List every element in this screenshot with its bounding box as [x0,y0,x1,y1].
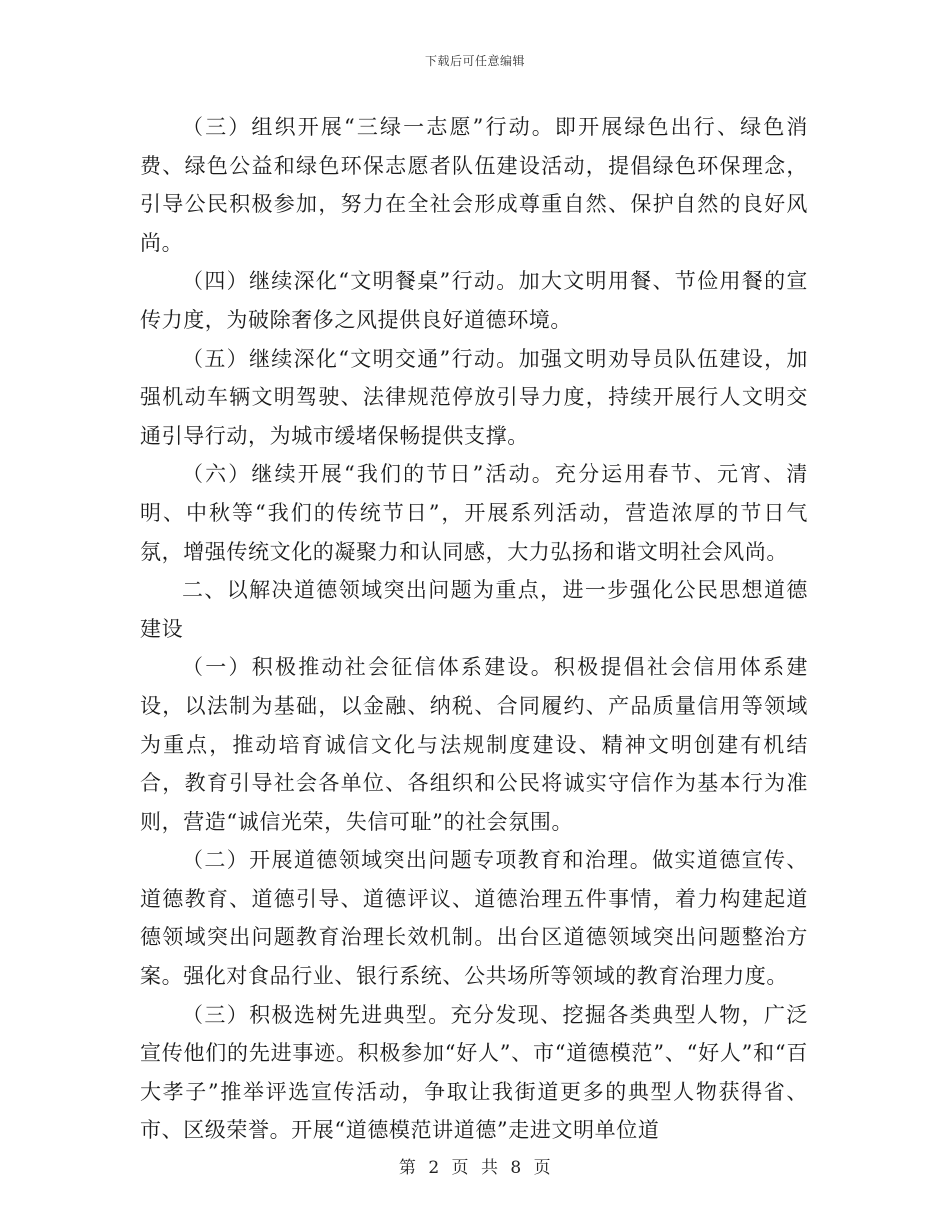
section-heading-moral-issues: 二、以解决道德领域突出问题为重点，进一步强化公民思想道德建设 [140,578,808,641]
footer-prefix: 第 [398,1158,417,1178]
footer-current-page: 2 [428,1158,440,1178]
paragraph-credit-system: （一）积极推动社会征信体系建设。积极提倡社会信用体系建设，以法制为基础，以金融、纳税、合同履约、产品质量信用等领域为重点，推动培育诚信文化与法规制度建设、精神文明创建有机结合，教育引导社会各单位、各组织和公民将诚实守信作为基本行为准则，营造“诚信光荣，失信可耻”的社会氛围。 [140,655,808,834]
paragraph-civilized-traffic: （五）继续深化“文明交通”行动。加强文明劝导员队伍建设，加强机动车辆文明驾驶、法律规范停放引导力度，持续开展行人文明交通引导行动，为城市缓堵保畅提供支撑。 [140,346,808,448]
footer-page-word: 页 [451,1158,470,1178]
paragraph-moral-governance: （二）开展道德领域突出问题专项教育和治理。做实道德宣传、道德教育、道德引导、道德评议、道德治理五件事情，着力构建起道德领域突出问题教育治理长效机制。出台区道德领域突出问题整治方案。强化对食品行业、银行系统、公共场所等领域的教育治理力度。 [140,848,808,989]
paragraph-civilized-dining: （四）继续深化“文明餐桌”行动。加大文明用餐、节俭用餐的宣传力度，为破除奢侈之风提供良好道德环境。 [140,269,808,332]
footer-total-word: 共 [480,1158,499,1178]
page-header: 下载后可任意编辑 [424,54,525,68]
page-footer [0,1153,950,1178]
paragraph-green-volunteer: （三）组织开展“三绿一志愿”行动。即开展绿色出行、绿色消费、绿色公益和绿色环保志愿者队伍建设活动，提倡绿色环保理念，引导公民积极参加，努力在全社会形成尊重自然、保护自然的良好风尚。 [140,115,808,255]
footer-total-pages: 8 [510,1158,522,1178]
paragraph-role-models: （三）积极选树先进典型。充分发现、挖掘各类典型人物，广泛宣传他们的先进事迹。积极参加“好人”、市“道德模范”、“好人”和“百大孝子”推举评选宣传活动，争取让我街道更多的典型人物获得省、市、区级荣誉。开展“道德模范讲道德”走进文明单位道 [140,1002,808,1143]
paragraph-our-festivals: （六）继续开展“我们的节日”活动。充分运用春节、元宵、清明、中秋等“我们的传统节日”，开展系列活动，营造浓厚的节日气氛，增强传统文化的凝聚力和认同感，大力弘扬和谐文明社会风尚。 [140,462,808,564]
footer-suffix: 页 [533,1158,552,1178]
document-body [140,108,808,1150]
